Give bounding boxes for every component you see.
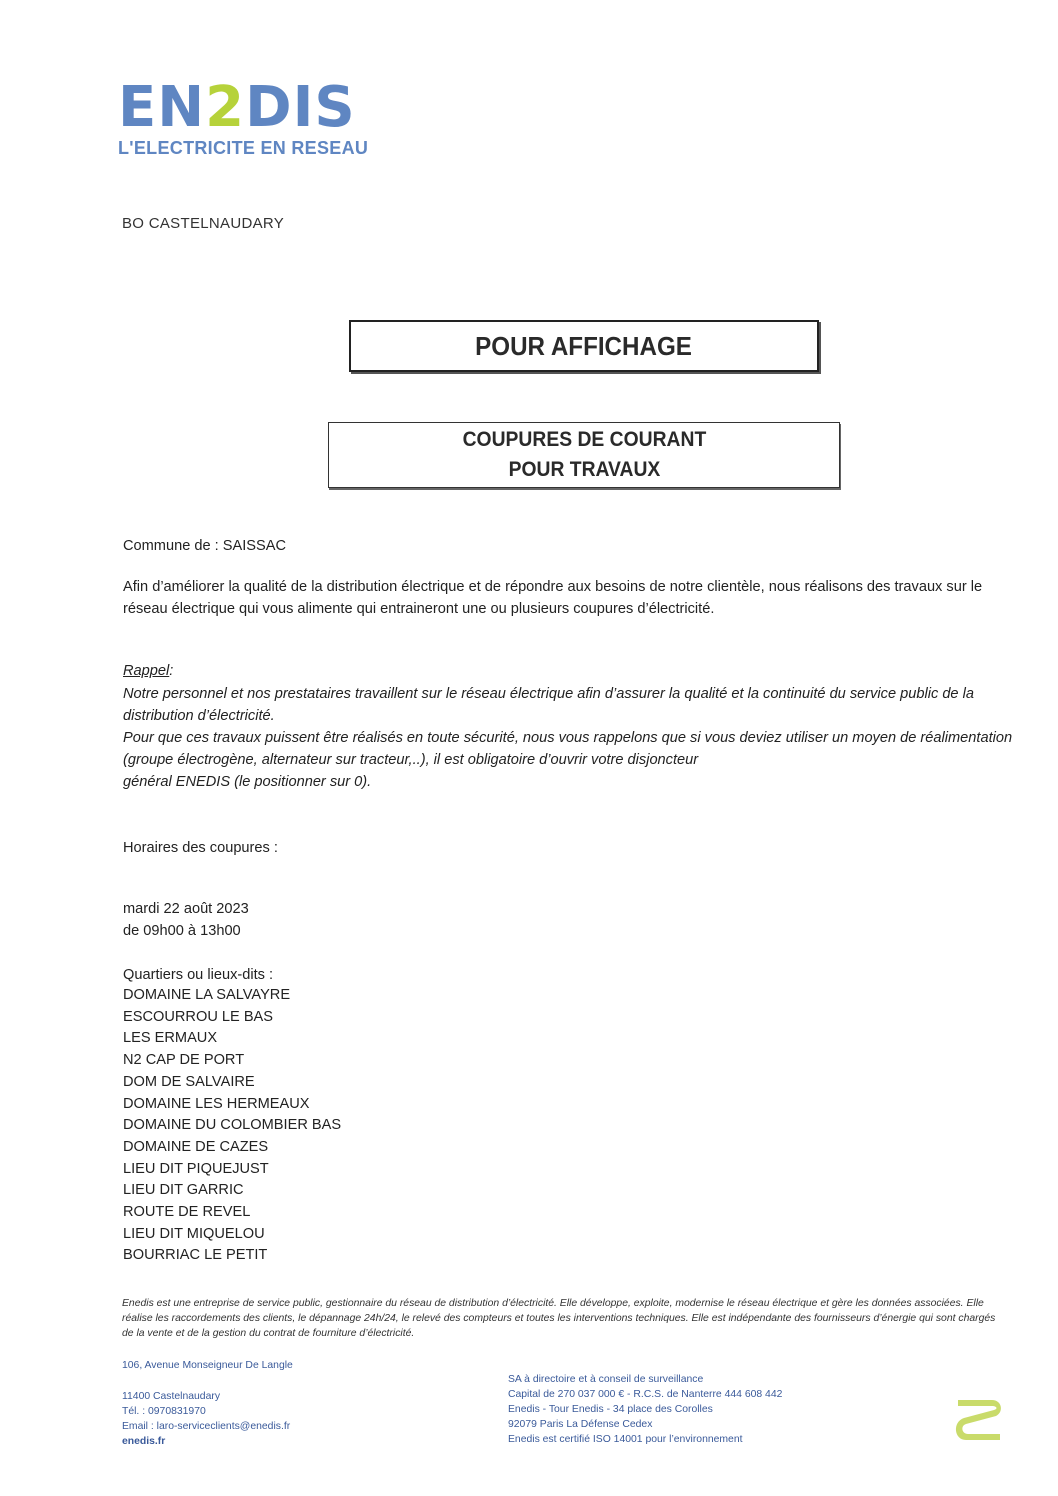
rappel-paragraph-2: Pour que ces travaux puissent être réalisés en toute sécurité, nous vous rappelons que si vous deviez utiliser un moyen de réalimentation (groupe électrogène, alternateur sur tracteur,..), il est obligatoire d’ouvrir votre disjoncteur bbox=[123, 730, 1013, 768]
rappel-paragraph-1: Notre personnel et nos prestataires travaillent sur le réseau électrique afin d’assurer la qualité et la continuité du service public de la distribution d’électricité. bbox=[123, 686, 974, 724]
list-item: ESCOURROU LE BAS bbox=[123, 1008, 274, 1025]
legal-line: SA à directoire et à conseil de surveillance bbox=[508, 1374, 704, 1385]
coupures-title-line1: COUPURES DE COURANT bbox=[462, 428, 706, 451]
coupures-title-line2: POUR TRAVAUX bbox=[508, 458, 660, 481]
list-item: DOMAINE LES HERMEAUX bbox=[123, 1095, 310, 1112]
list-item: BOURRIAC LE PETIT bbox=[123, 1247, 268, 1264]
cut-date: mardi 22 août 2023 bbox=[123, 901, 249, 917]
footer-site-link[interactable]: enedis.fr bbox=[122, 1436, 166, 1447]
places-list bbox=[123, 985, 341, 1267]
list-item: DOM DE SALVAIRE bbox=[123, 1073, 255, 1090]
rappel-body bbox=[123, 683, 1013, 793]
footer-address: 106, Avenue Monseigneur De Langle bbox=[122, 1360, 293, 1371]
logo-word-part1: EN bbox=[118, 75, 206, 140]
list-item: DOMAINE DU COLOMBIER BAS bbox=[123, 1117, 342, 1134]
list-item: DOMAINE LA SALVAYRE bbox=[123, 987, 291, 1003]
list-item: DOMAINE DE CAZES bbox=[123, 1138, 269, 1155]
affichage-title: POUR AFFICHAGE bbox=[475, 330, 693, 361]
logo-tagline: L'ELECTRICITE EN RESEAU bbox=[118, 138, 369, 158]
coupures-box bbox=[328, 422, 840, 488]
intro-paragraph: Afin d’améliorer la qualité de la distribution électrique et de répondre aux besoins de notre clientèle, nous réalisons des travaux sur le réseau électrique qui vous alimente qui entraineront une ou plusieurs coupures d’électricité. bbox=[123, 579, 983, 617]
footer-legal bbox=[508, 1372, 782, 1447]
horaires-label: Horaires des coupures : bbox=[123, 840, 278, 856]
enedis-logo-icon bbox=[952, 1394, 1008, 1446]
rappel-label: Rappel bbox=[123, 663, 170, 679]
footer-note: Enedis est une entreprise de service public, gestionnaire du réseau de distribution d’électricité. Elle développe, exploite, modernise le réseau électrique et gère les données associées. Elle réalise les raccordements des clients, le dépannage 24h/24, le relevé des compteurs et toutes les interventions techniques. Elle est indépendante des fournisseurs d’énergie qui sont chargés de la vente et de la gestion du contrat de fourniture d’électricité. bbox=[122, 1298, 996, 1339]
rappel-paragraph-3: général ENEDIS (le positionner sur 0). bbox=[123, 774, 372, 790]
list-item: LIEU DIT MIQUELOU bbox=[123, 1225, 265, 1242]
logo-word-part2: 2 bbox=[205, 75, 246, 140]
legal-line: Capital de 270 037 000 € - R.C.S. de Nanterre 444 608 442 bbox=[508, 1389, 783, 1400]
footer-city: 11400 Castelnaudary bbox=[122, 1391, 221, 1402]
list-item: LIEU DIT GARRIC bbox=[123, 1182, 244, 1199]
places-label: Quartiers ou lieux-dits : bbox=[123, 967, 274, 983]
footer-phone: Tél. : 0970831970 bbox=[122, 1406, 206, 1417]
cut-time: de 09h00 à 13h00 bbox=[123, 923, 241, 939]
list-item: N2 CAP DE PORT bbox=[123, 1052, 245, 1069]
list-item: LES ERMAUX bbox=[123, 1030, 218, 1047]
legal-line: 92079 Paris La Défense Cedex bbox=[508, 1419, 653, 1430]
rappel-label-suffix: : bbox=[169, 663, 174, 679]
logo-word-part3: DIS bbox=[245, 75, 356, 140]
legal-line: Enedis - Tour Enedis - 34 place des Corolles bbox=[508, 1404, 713, 1415]
list-item: ROUTE DE REVEL bbox=[123, 1204, 251, 1221]
affichage-box bbox=[349, 320, 819, 372]
legal-line: Enedis est certifié ISO 14001 pour l’environnement bbox=[508, 1434, 743, 1445]
footer-contact bbox=[122, 1389, 290, 1449]
commune-line: Commune de : SAISSAC bbox=[123, 538, 287, 554]
rappel-heading bbox=[123, 663, 173, 679]
office-name: BO CASTELNAUDARY bbox=[122, 215, 285, 232]
list-item: LIEU DIT PIQUEJUST bbox=[123, 1160, 269, 1177]
footer-email: Email : laro-serviceclients@enedis.fr bbox=[122, 1421, 291, 1432]
logo-wordmark bbox=[118, 75, 368, 140]
enedis-logo bbox=[118, 75, 369, 159]
